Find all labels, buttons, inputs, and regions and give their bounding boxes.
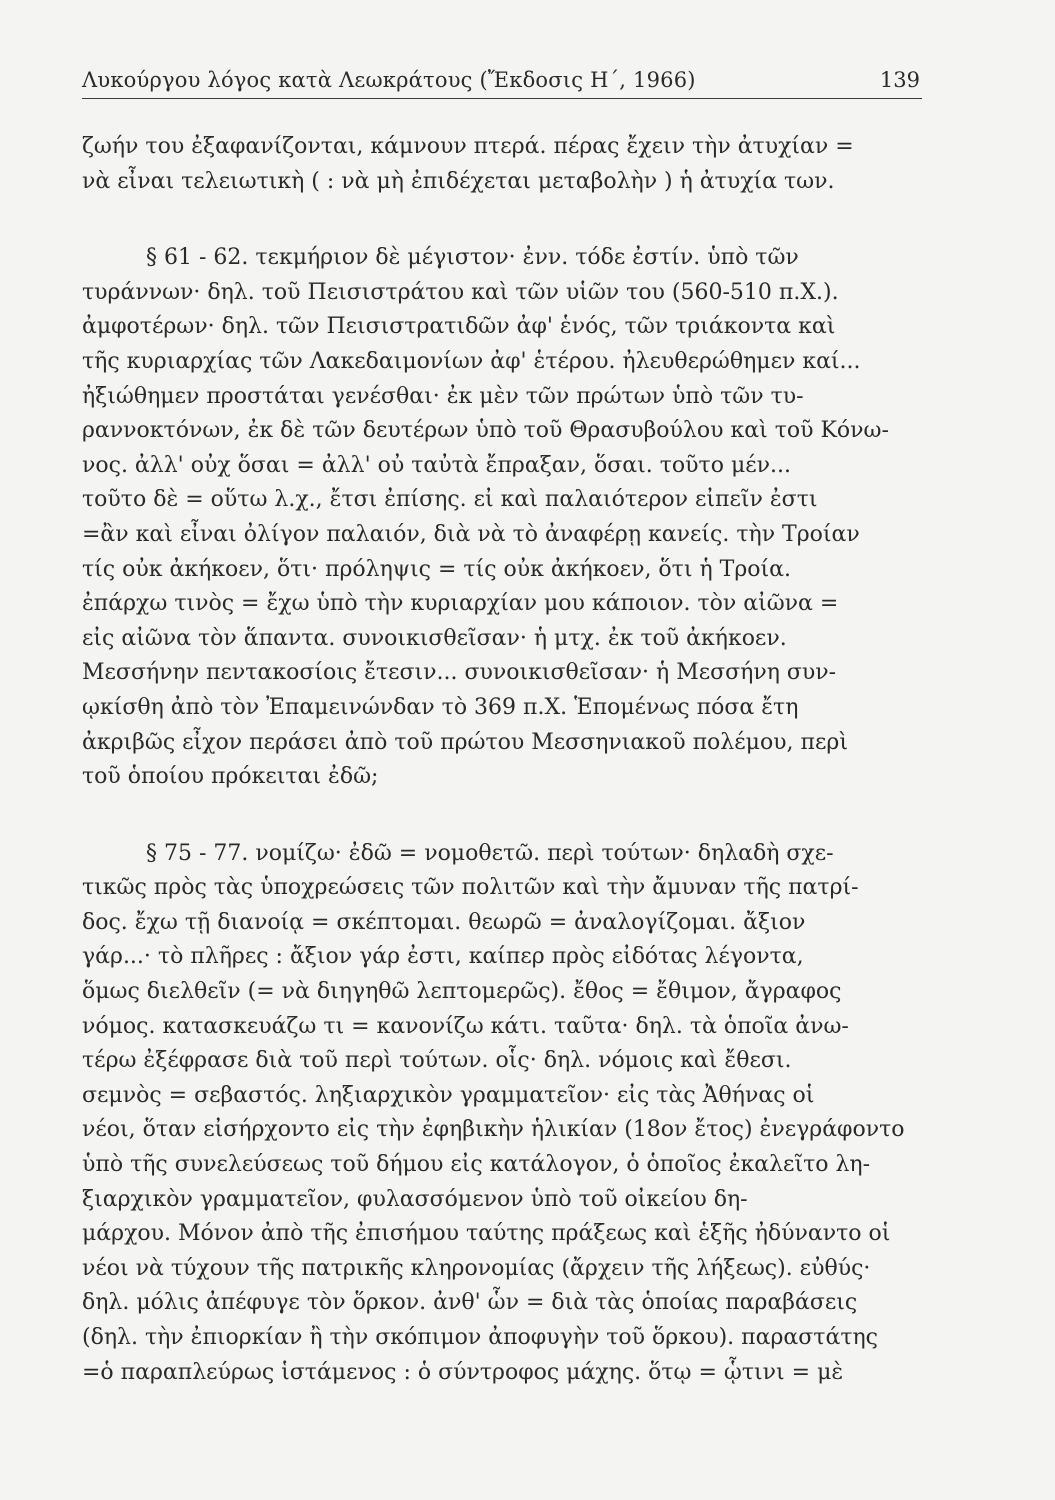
text-line: (δηλ. τὴν ἐπιορκίαν ἢ τὴν σκόπιμον ἀποφυγὴν τοῦ ὅρκου). παραστάτης	[82, 1325, 878, 1350]
text-line: ζωήν του ἐξαφανίζονται, κάμνουν πτερά. πέρας ἔχειν τὴν ἀτυχίαν =	[82, 134, 854, 159]
text-line: ὑπὸ τῆς συνελεύσεως τοῦ δήμου εἰς κατάλογον, ὁ ὁποῖος ἐκαλεῖτο λη-	[82, 1152, 871, 1178]
text-line: Μεσσήνην πεντακοσίοις ἔτεσιν... συνοικισθεῖσαν· ἡ Μεσσήνη συν-	[82, 660, 837, 686]
page-number: 139	[879, 68, 920, 92]
text-line: νόμος. κατασκευάζω τι = κανονίζω κάτι. ταῦτα· δηλ. τὰ ὁποῖα ἀνω-	[82, 1013, 849, 1039]
text-line: γάρ...· τὸ πλῆρες : ἄξιον γάρ ἐστι, καίπερ πρὸς εἰδότας λέγοντα,	[82, 944, 804, 970]
text-line: σεμνὸς = σεβαστός. ληξιαρχικὸν γραμματεῖον· εἰς τὰς Ἀθήνας οἱ	[82, 1082, 815, 1108]
text-line: νέοι, ὅταν εἰσήρχοντο εἰς τὴν ἐφηβικὴν ἡλικίαν (18ον ἔτος) ἐνεγράφοντο	[82, 1117, 905, 1143]
text-line: ὅμως διελθεῖν (= νὰ διηγηθῶ λεπτομερῶς). ἔθος = ἔθιμον, ἄγραφος	[82, 979, 842, 1005]
text-line: ἀμφοτέρων· δηλ. τῶν Πεισιστρατιδῶν ἀφ' ἑνός, τῶν τριάκοντα καὶ	[82, 314, 836, 340]
text-line: νέοι νὰ τύχουν τῆς πατρικῆς κληρονομίας (ἄρχειν τῆς λήξεως). εὐθύς·	[82, 1255, 871, 1281]
text-line: τικῶς πρὸς τὰς ὑποχρεώσεις τῶν πολιτῶν καὶ τὴν ἄμυναν τῆς πατρί-	[82, 875, 859, 901]
text-line: ἠξιώθημεν προστάται γενέσθαι· ἐκ μὲν τῶν πρώτων ὑπὸ τῶν τυ-	[82, 383, 804, 409]
text-line: ἀκριβῶς εἶχον περάσει ἀπὸ τοῦ πρώτου Μεσσηνιακοῦ πολέμου, περὶ	[82, 729, 848, 755]
text-line: ἐπάρχω τινὸς = ἔχω ὑπὸ τὴν κυριαρχίαν μου κάποιον. τὸν αἰῶνα =	[82, 591, 839, 617]
text-line: § 75 - 77. νομίζω· ἐδῶ = νομοθετῶ. περὶ τούτων· δηλαδὴ σχε-	[146, 840, 834, 866]
text-line: νὰ εἶναι τελειωτικὴ ( : νὰ μὴ ἐπιδέχεται μεταβολὴν ) ἡ ἀτυχία των.	[82, 168, 835, 194]
text-line: τυράννων· δηλ. τοῦ Πεισιστράτου καὶ τῶν υἱῶν του (560-510 π.Χ.).	[82, 279, 839, 305]
text-line: τῆς κυριαρχίας τῶν Λακεδαιμονίων ἀφ' ἑτέρου. ἠλευθερώθημεν καί...	[82, 348, 861, 374]
text-line: =ὁ παραπλεύρως ἱστάμενος : ὁ σύντροφος μάχης. ὅτῳ = ᾧτινι = μὲ	[82, 1359, 844, 1385]
header-title: Λυκούργου λόγος κατὰ Λεωκράτους (Ἔκδοσις Η΄, 1966)	[82, 68, 696, 92]
text-line: μάρχου. Μόνον ἀπὸ τῆς ἐπισήμου ταύτης πράξεως καὶ ἑξῆς ἠδύναντο οἱ	[82, 1221, 891, 1247]
text-line: ξιαρχικὸν γραμματεῖον, φυλασσόμενον ὑπὸ τοῦ οἰκείου δη-	[82, 1186, 748, 1212]
text-line: νος. ἀλλ' οὐχ ὅσαι = ἀλλ' οὐ ταὐτὰ ἔπραξαν, ὅσαι. τοῦτο μέν...	[82, 452, 792, 478]
text-line: ῳκίσθη ἀπὸ τὸν Ἐπαμεινώνδαν τὸ 369 π.Χ. Ἑπομένως πόσα ἔτη	[82, 694, 799, 720]
text-line: τοῦ ὁποίου πρόκειται ἐδῶ;	[82, 764, 379, 790]
body-text	[82, 130, 922, 1390]
text-line: δος. ἔχω τῇ διανοίᾳ = σκέπτομαι. θεωρῶ = ἀναλογίζομαι. ἄξιον	[82, 909, 806, 935]
text-line: =ἂν καὶ εἶναι ὀλίγον παλαιόν, διὰ νὰ τὸ ἀναφέρῃ κανείς. τὴν Τροίαν	[82, 521, 860, 547]
text-line: δηλ. μόλις ἀπέφυγε τὸν ὅρκον. ἀνθ' ὧν = διὰ τὰς ὁποίας παραβάσεις	[82, 1290, 858, 1316]
text-line: τίς οὐκ ἀκήκοεν, ὅτι· πρόληψις = τίς οὐκ ἀκήκοεν, ὅτι ἡ Τροία.	[82, 556, 791, 582]
text-line: τέρω ἐξέφρασε διὰ τοῦ περὶ τούτων. οἷς· δηλ. νόμοις καὶ ἔθεσι.	[82, 1048, 792, 1074]
running-header	[82, 62, 922, 99]
text-line: εἰς αἰῶνα τὸν ἅπαντα. συνοικισθεῖσαν· ἡ μτχ. ἐκ τοῦ ἀκήκοεν.	[82, 625, 787, 651]
text-line: ραννοκτόνων, ἐκ δὲ τῶν δευτέρων ὑπὸ τοῦ Θρασυβούλου καὶ τοῦ Κόνω-	[82, 418, 889, 444]
text-line: τοῦτο δὲ = οὕτω λ.χ., ἔτσι ἐπίσης. εἰ καὶ παλαιότερον εἰπεῖν ἐστι	[82, 487, 818, 513]
text-line: § 61 - 62. τεκμήριον δὲ μέγιστον· ἐνν. τόδε ἐστίν. ὑπὸ τῶν	[146, 245, 799, 271]
